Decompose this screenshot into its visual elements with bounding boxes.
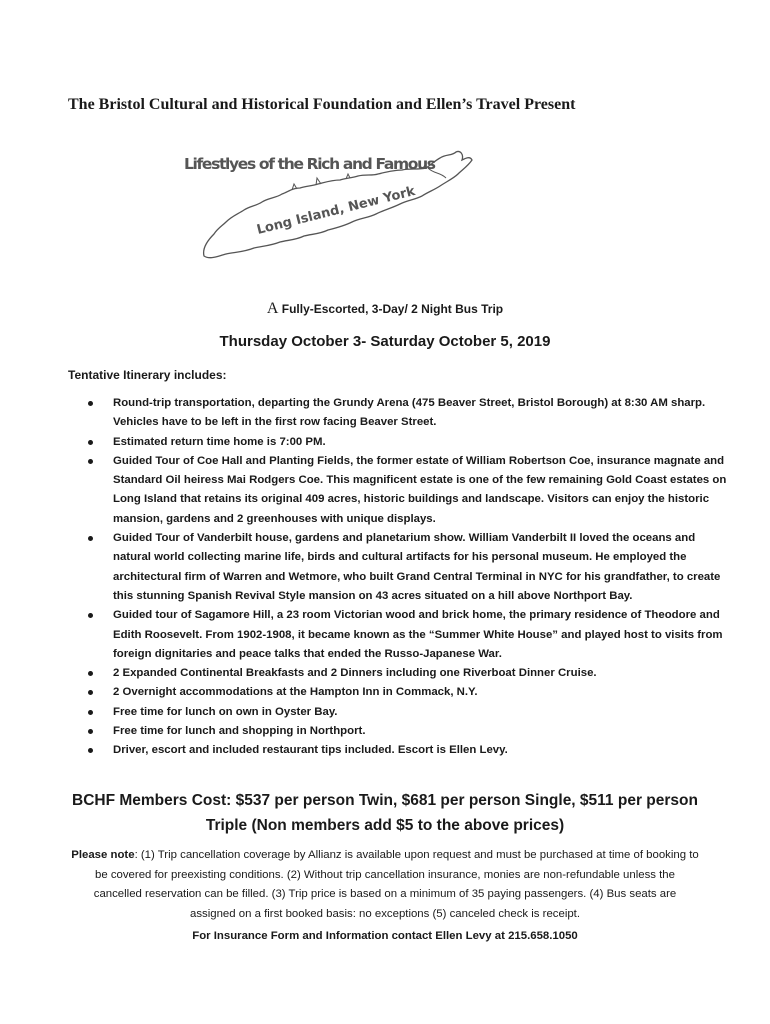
contact-info: For Insurance Form and Information contact Ellen Levy at 215.658.1050 xyxy=(192,930,578,942)
logo-sub-text: Long Island, New York xyxy=(255,183,417,238)
bullet-icon xyxy=(88,729,93,734)
itinerary-item xyxy=(88,683,728,702)
bullet-icon xyxy=(88,748,93,753)
bullet-icon xyxy=(88,690,93,695)
header-title: The Bristol Cultural and Historical Foundation and Ellen’s Travel Present xyxy=(68,96,576,113)
itinerary-item-text: 2 Expanded Continental Breakfasts and 2 Dinners including one Riverboat Dinner Cruise. xyxy=(113,667,597,680)
bullet-icon xyxy=(88,671,93,676)
itinerary-list xyxy=(88,394,728,761)
itinerary-item xyxy=(88,664,728,683)
itinerary-item xyxy=(88,452,728,529)
itinerary-item-text: Free time for lunch and shopping in Northport. xyxy=(113,725,366,738)
note-label: Please note xyxy=(71,849,135,861)
itinerary-item xyxy=(88,703,728,722)
trip-dates: Thursday October 3- Saturday October 5, 2019 xyxy=(219,333,551,350)
itinerary-item xyxy=(88,394,728,433)
bullet-icon xyxy=(88,401,93,406)
bullet-icon xyxy=(88,710,93,715)
logo-main-text: Lifestlyes of the Rich and Famous xyxy=(184,155,436,173)
members-cost: BCHF Members Cost: $537 per person Twin, $681 per person Single, $511 per person Triple (Non members add $5 to the above prices) xyxy=(72,792,698,834)
itinerary-item-text: Guided tour of Sagamore Hill, a 23 room Victorian wood and brick home, the primary residence of Theodore and Edith Roosevelt. From 1902-1908, it became known as the “Summer White House” and played host to visits from foreign dignitaries and peace talks that ended the Russo-Japanese War. xyxy=(113,609,723,660)
itinerary-item-text: Estimated return time home is 7:00 PM. xyxy=(113,435,326,448)
itinerary-item xyxy=(88,741,728,760)
please-note xyxy=(70,846,700,924)
subtitle-text: Fully-Escorted, 3-Day/ 2 Night Bus Trip xyxy=(278,302,504,316)
itinerary-item xyxy=(88,606,728,664)
itinerary-item-text: Free time for lunch on own in Oyster Bay. xyxy=(113,705,338,718)
itinerary-item-text: 2 Overnight accommodations at the Hampton Inn in Commack, N.Y. xyxy=(113,686,478,699)
bullet-icon xyxy=(88,613,93,618)
itinerary-item-text: Guided Tour of Coe Hall and Planting Fields, the former estate of William Robertson Coe, insurance magnate and Standard Oil heiress Mai Rodgers Coe. This magnificent estate is one of the few remaining Gold Coast estates on Long Island that retains its original 409 acres, historic buildings and landscape. Visitors can enjoy the historic mansion, gardens and 2 greenhouses with unique displays. xyxy=(113,454,727,525)
subtitle-initial: A xyxy=(266,300,279,317)
bullet-icon xyxy=(88,440,93,445)
itinerary-item xyxy=(88,529,728,606)
long-island-logo xyxy=(184,148,536,278)
trip-subtitle xyxy=(0,300,770,318)
itinerary-item-text: Driver, escort and included restaurant tips included. Escort is Ellen Levy. xyxy=(113,744,508,757)
note-text: : (1) Trip cancellation coverage by Allianz is available upon request and must be purchased at time of booking to be covered for preexisting conditions. (2) Without trip cancellation insurance, monies are non-refundable unless the cancelled reservation can be filled. (3) Trip price is based on a minimum of 35 paying passengers. (4) Bus seats are assigned on a first booked basis: no exceptions (5) canceled check is receipt. xyxy=(93,849,699,920)
bullet-icon xyxy=(88,459,93,464)
itinerary-item-text: Guided Tour of Vanderbilt house, gardens and planetarium show. William Vanderbilt II loved the oceans and natural world collecting marine life, birds and cultural artifacts for his personal museum. He employed the architectural firm of Warren and Wetmore, who built Grand Central Terminal in NYC for his grandfather, to create this stunning Spanish Revival Style mansion on 43 acres situated on a hill above Northport Bay. xyxy=(113,532,721,602)
itinerary-item xyxy=(88,433,728,452)
bullet-icon xyxy=(88,536,93,541)
itinerary-heading: Tentative Itinerary includes: xyxy=(68,368,227,382)
itinerary-item-text: Round-trip transportation, departing the Grundy Arena (475 Beaver Street, Bristol Borough) at 8:30 AM sharp. Vehicles have to be left in the first row facing Beaver Street. xyxy=(113,397,706,429)
itinerary-item xyxy=(88,722,728,741)
